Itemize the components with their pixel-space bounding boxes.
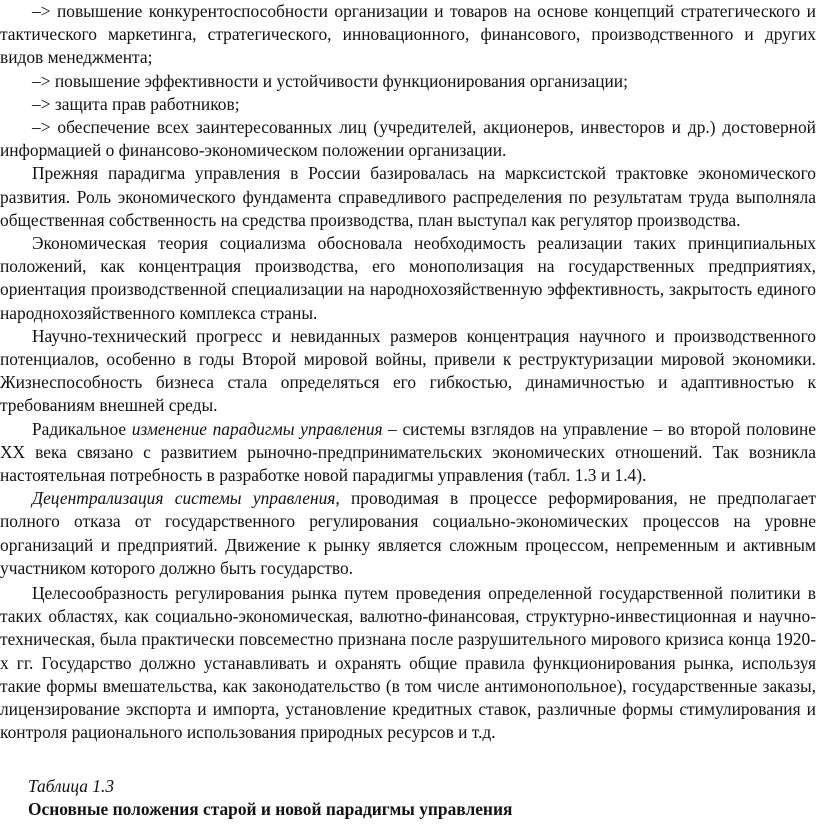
paragraph-scientific-progress: Научно-технический прогресс и невиданных размеров концентрация научного и производственного потенциалов, особенно в годы Второй мировой войны, привели к реструктуризации мировой экономики. Жизнеспособность бизнеса стала определяться его гибкостью, динамичностью и адаптивностью к требованиям внешней среды.: [0, 325, 816, 416]
section-spacer: [0, 745, 816, 775]
paragraph-paradigm-change-body: – системы взглядов на управление – во второй половине XX века связано с развитием рыночно-предпринимательских экономических отношений. Так возникла настоятельная потребность в разработке новой парадигмы управления (табл. 1.3 и 1.4).: [0, 418, 816, 486]
bullet-competitiveness: –> повышение конкурентоспособности организации и товаров на основе концепций стратегического и тактического маркетинга, стратегического, инновационного, финансового, производственного и других видов менеджмента;: [0, 1, 816, 68]
paragraph-socialism-theory: Экономическая теория социализма обосновала необходимость реализации таких принципиальных положений, как концентрация производства, его монополизация на государственных предприятиях, ориентация производственной специализации на народнохозяйственную эффективность, закрытость единого народнохозяйственного комплекса страны.: [0, 233, 816, 323]
paragraph-market-regulation: Целесообразность регулирования рынка путем проведения определенной государственной политики в таких областях, как социально-экономическая, валютно-финансовая, структурно-инвестиционная и научно-техническая, была практически повсеместно признана после разрушительного мирового кризиса конца 1920-х гг. Государство должно устанавливать и охранять общие правила функционирования рынка, используя такие формы вмешательства, как законодательство (в том числе антимонопольное), государственные заказы, лицензирование экспорта и импорта, установление кредитных ставок, различные формы стимулирования и контроля рационального использования природных ресурсов и т.д.: [0, 583, 816, 743]
paragraph-decentralization-body: проводимая в процессе реформирования, не предполагает полного отказа от государственного регулирования социально-экономических процессов на уровне организаций и предприятий. Движение к рынку является сложным процессом, непременным и активным участником которого должно быть государство.: [0, 488, 816, 578]
paragraph-decentralization: [0, 487, 816, 580]
paragraph-old-paradigm: Прежняя парадигма управления в России базировалась на марксистской трактовке экономического развития. Роль экономического фундамента справедливого распределения по результатам труда выполняла общественная собственность на средства производства, план выступал как регулятор производства.: [0, 163, 816, 230]
decentralization-term: Децентрализация системы управления,: [32, 488, 340, 509]
paragraph-paradigm-change-lead: Радикальное: [32, 418, 132, 439]
table-title: Основные положения старой и новой парадигмы управления: [28, 798, 513, 819]
bullet-efficiency: –> повышение эффективности и устойчивости функционирования организации;: [32, 70, 628, 91]
bullet-stakeholders: –> обеспечение всех заинтересованных лиц (учредителей, акционеров, инвесторов и др.) достоверной информацией о финансово-экономическом положении организации.: [0, 117, 816, 161]
bullet-worker-rights: –> защита прав работников;: [32, 93, 240, 114]
table-caption: Таблица 1.3: [28, 775, 115, 796]
paragraph-paradigm-change: [0, 418, 816, 488]
paradigm-change-term: изменение парадигмы управления: [131, 418, 383, 439]
